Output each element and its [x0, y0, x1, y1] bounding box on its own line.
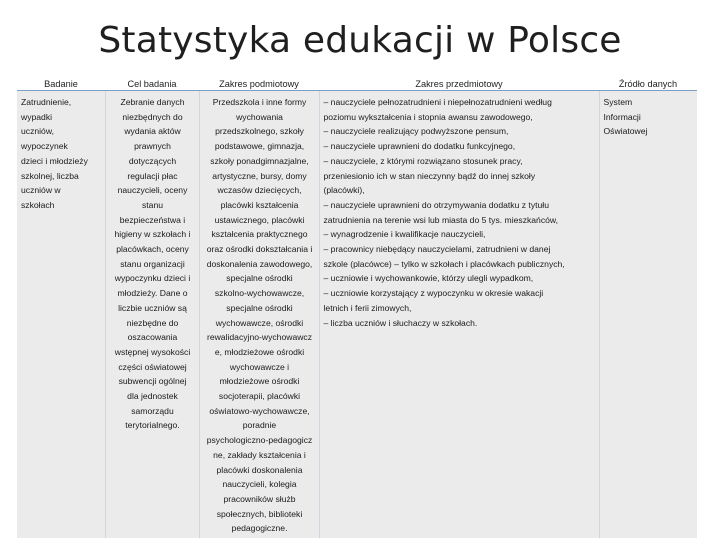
cell-text-line: System: [603, 97, 633, 107]
cell-text-line: liczbie uczniów są: [118, 302, 187, 313]
cell-text-line: – uczniowie korzystający z wypoczynku w okresie wakacji: [323, 288, 544, 299]
cell-text-line: placówkach, oceny: [116, 244, 189, 255]
cell-text-line: – nauczyciele, z którymi rozwiązano stosunek pracy,: [323, 155, 523, 166]
cell-text-line: pracowników służb: [223, 493, 296, 504]
cell-text-line: poziomu wykształcenia i stopnia awansu zawodowego,: [323, 111, 533, 122]
cell-text-line: subwencji ogólnej: [118, 376, 187, 387]
cell-text-line: części oświatowej: [118, 361, 187, 372]
cell-text-line: Informacji: [603, 111, 641, 122]
cell-text-line: uczniów,: [21, 126, 54, 137]
cell-text-line: bezpieczeństwa i: [119, 214, 186, 225]
cell-text-line: oszacowania: [127, 332, 178, 343]
cell-text-line: wypadki: [21, 111, 53, 122]
page-title: Statystyka edukacji w Polsce: [98, 20, 622, 61]
cell-text-line: wstępnej wysokości: [114, 346, 191, 357]
cell-text-line: Oświatowej: [603, 126, 648, 137]
cell-text-line: – nauczyciele uprawnieni do dodatku funkcyjnego,: [323, 141, 516, 152]
cell-text-line: – wynagrodzenie i kwalifikacje nauczycieli,: [323, 229, 486, 240]
table-header-row: [17, 78, 697, 91]
cell-text-line: szkolno-wychowawcze,: [214, 288, 305, 299]
cell-zakres-przedmiotowy: [319, 91, 599, 539]
cell-text-line: stanu organizacji: [120, 258, 185, 269]
cell-text-line: pedagogiczne.: [231, 523, 288, 534]
cell-text-line: stanu: [141, 199, 164, 210]
cell-text-line: szkoły ponadgimnazjalne,: [210, 155, 309, 166]
cell-text-line: prawnych: [134, 141, 171, 152]
cell-text-line: niezbędne do: [126, 317, 179, 328]
cell-text-line: specjalne ośrodki: [226, 302, 293, 313]
cell-text-line: Zatrudnienie,: [21, 97, 72, 107]
cell-text-line: wychowawcze i: [229, 361, 290, 372]
cell-text-line: niezbędnych do: [122, 111, 183, 122]
cell-text-line: terytorialnego.: [125, 420, 180, 431]
cell-text-line: – nauczyciele uprawnieni do otrzymywania dodatku z tytułu: [323, 199, 549, 210]
cell-text-line: psychologiczno-pedagogicz: [206, 435, 313, 446]
cell-text-line: szkolnej, liczba: [21, 170, 79, 181]
cell-text-line: higieny w szkołach i: [114, 229, 191, 240]
cell-text-line: wydania aktów: [124, 126, 181, 137]
cell-text-line: – nauczyciele pełnozatrudnieni i niepełnozatrudnieni według: [323, 97, 552, 107]
header-cel-badania: Cel badania: [105, 78, 199, 91]
cell-text-line: – pracownicy niebędący nauczycielami, zatrudnieni w danej: [323, 244, 551, 255]
cell-text-line: Przedszkola i inne formy: [212, 97, 307, 107]
cell-text-line: szkołach: [21, 199, 55, 210]
education-statistics-table: [17, 78, 697, 538]
cell-text-line: – nauczyciele realizujący podwyższone pensum,: [323, 126, 509, 137]
header-zrodlo-danych: Źródło danych: [599, 78, 697, 91]
cell-text-line: placówki kształcenia: [220, 199, 299, 210]
cell-text-line: samorządu: [131, 405, 174, 416]
cell-text-line: artystyczne, bursy, domy: [212, 170, 307, 181]
cell-text-line: dotyczących: [128, 155, 177, 166]
cell-text-line: placówki doskonalenia: [216, 464, 303, 475]
cell-text-line: podstawowe, gimnazja,: [214, 141, 305, 152]
cell-text-line: społecznych, biblioteki: [216, 508, 303, 519]
cell-text-line: przedszkolnego, szkoły: [215, 126, 304, 137]
cell-text-line: oświatowo-wychowawcze,: [209, 405, 310, 416]
cell-zakres-podmiotowy: [199, 91, 319, 539]
cell-text-line: młodzieży. Dane o: [117, 288, 188, 299]
cell-text-line: regulacji płac: [127, 170, 178, 181]
cell-text-line: wczasów dziecięcych,: [217, 185, 302, 196]
cell-text-line: letnich i ferii zimowych,: [323, 302, 412, 313]
cell-text-line: oraz ośrodki dokształcania i: [206, 244, 313, 255]
cell-text-line: wypoczynku dzieci i: [114, 273, 191, 284]
cell-text-line: dla jednostek: [127, 391, 178, 402]
cell-text-line: ne, zakłady kształcenia i: [213, 449, 306, 460]
cell-text-line: nauczycieli, kolegia: [222, 479, 297, 490]
cell-text-line: (placówki),: [323, 185, 365, 196]
table-row: [17, 91, 697, 539]
cell-text-line: socjoterapii, placówki: [218, 391, 301, 402]
cell-text-line: specjalne ośrodki: [226, 273, 293, 284]
cell-text-line: wychowania: [236, 111, 283, 122]
cell-text-line: ustawicznego, placówki: [214, 214, 305, 225]
cell-text-line: wypoczynek: [21, 141, 68, 152]
cell-text-line: młodzieżowe ośrodki: [219, 376, 300, 387]
cell-text-line: – liczba uczniów i słuchaczy w szkołach.: [323, 317, 478, 328]
cell-text-line: szkole (placówce) – tylko w szkołach i placówkach publicznych,: [323, 258, 565, 269]
cell-text-line: – uczniowie i wychowankowie, którzy ulegli wypadkom,: [323, 273, 534, 284]
header-badanie: Badanie: [17, 78, 105, 91]
cell-text-line: przeniesionio ich w stan nieczynny bądź do innej szkoły: [323, 170, 536, 181]
header-zakres-przedmiotowy: Zakres przedmiotowy: [319, 78, 599, 91]
cell-text-line: Zebranie danych: [120, 97, 185, 107]
cell-text-line: doskonalenia zawodowego,: [206, 258, 313, 269]
cell-cel-badania: [105, 91, 199, 539]
cell-badanie: [17, 91, 105, 539]
cell-text-line: nauczycieli, oceny: [117, 185, 188, 196]
cell-text-line: dzieci i młodzieży: [21, 155, 88, 166]
cell-text-line: uczniów w: [21, 185, 61, 196]
header-zakres-podmiotowy: Zakres podmiotowy: [199, 78, 319, 91]
cell-zrodlo-danych: [599, 91, 697, 539]
cell-text-line: e, młodzieżowe ośrodki: [214, 346, 305, 357]
cell-text-line: wychowawcze, ośrodki: [215, 317, 304, 328]
cell-text-line: poradnie: [242, 420, 277, 431]
cell-text-line: rewalidacyjno-wychowawcz: [206, 332, 313, 343]
cell-text-line: kształcenia praktycznego: [211, 229, 308, 240]
cell-text-line: zatrudnienia na terenie wsi lub miasta do 5 tys. mieszkańców,: [323, 214, 559, 225]
